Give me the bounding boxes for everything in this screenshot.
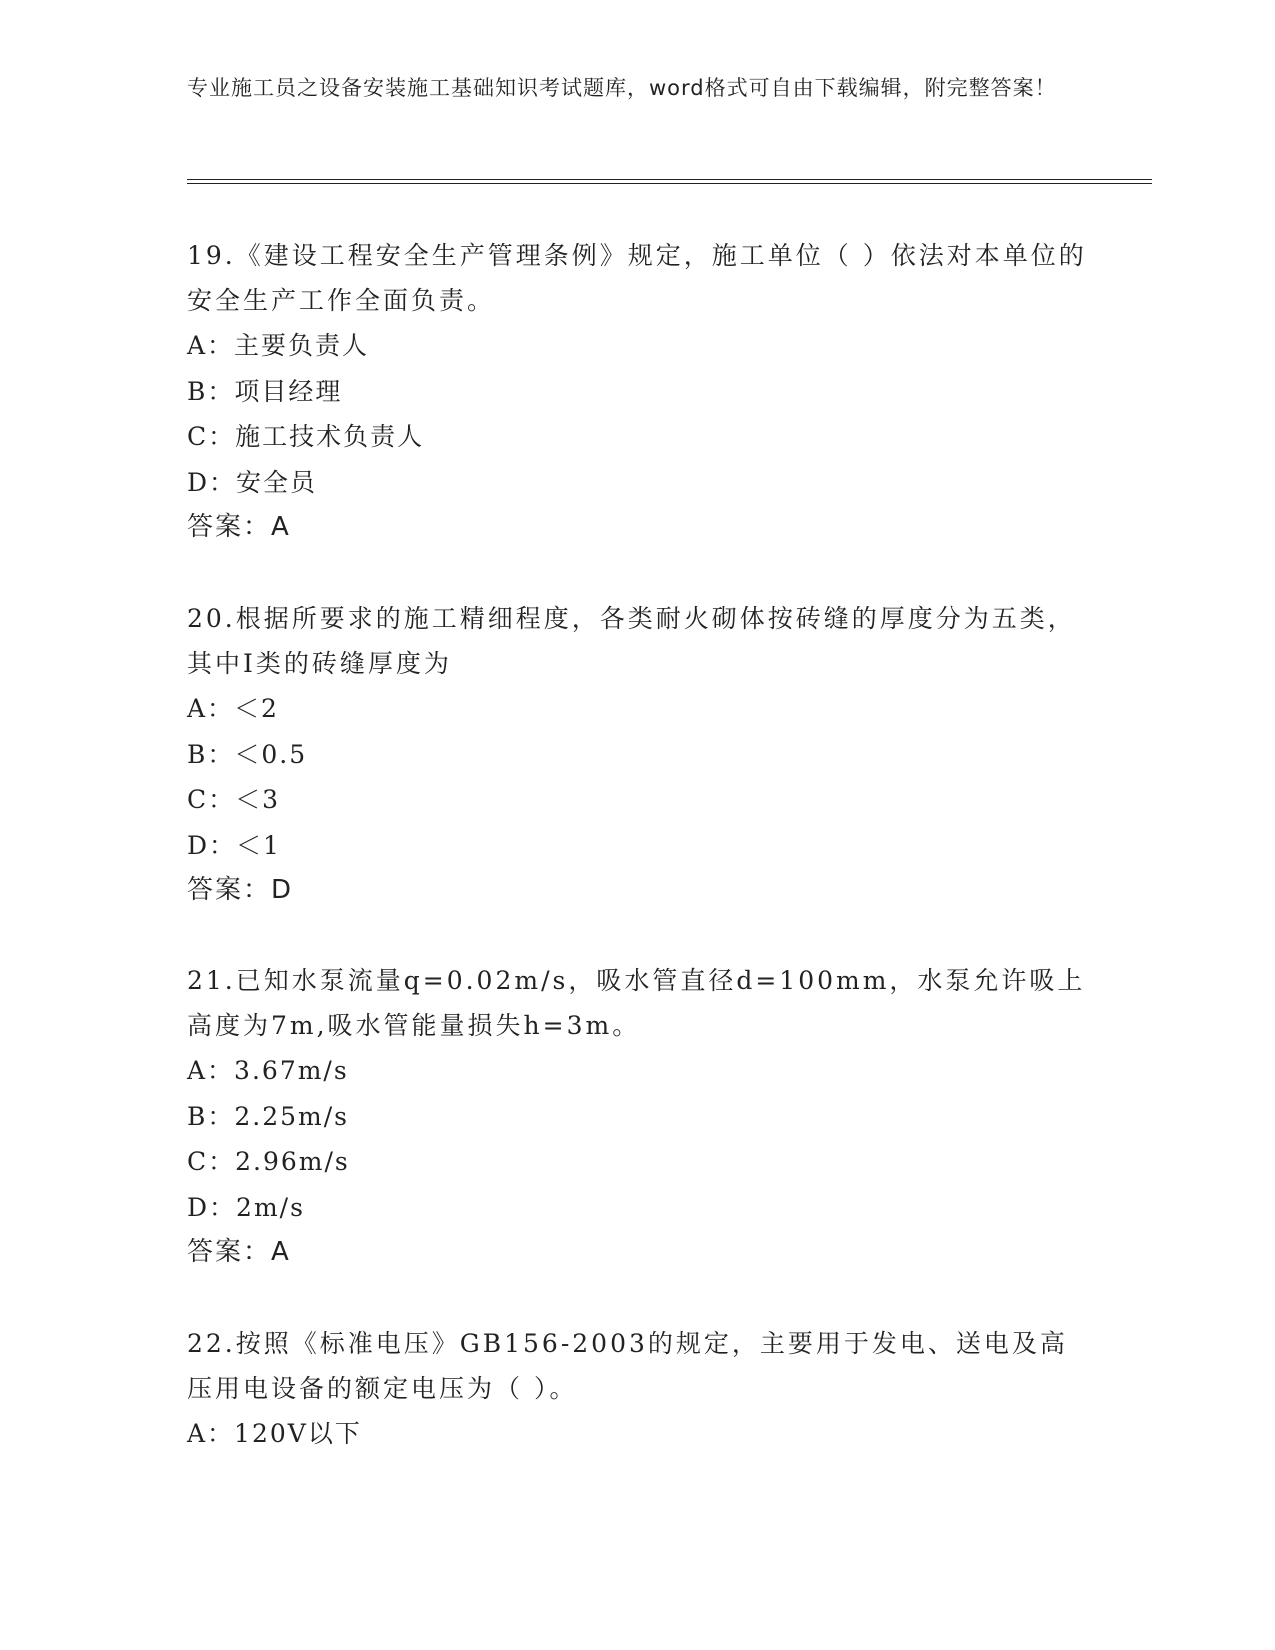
option-c: C：＜3	[187, 785, 281, 814]
header-divider-top	[187, 179, 1152, 180]
question-text: 21.已知水泵流量q=0.02m/s，吸水管直径d=100mm，水泵允许吸上高度为7m,吸水管能量损失h=3m。	[187, 966, 1086, 1040]
option-c: C：施工技术负责人	[187, 422, 425, 451]
question-22	[187, 1321, 1087, 1457]
answer: 答案：A	[187, 1237, 291, 1267]
document-header: 专业施工员之设备安装施工基础知识考试题库，word格式可自由下载编辑，附完整答案！	[187, 76, 1057, 100]
question-20	[187, 596, 1087, 913]
option-d: D：安全员	[187, 467, 318, 497]
question-21	[187, 958, 1087, 1275]
question-text: 22.按照《标准电压》GB156-2003的规定，主要用于发电、送电及高压用电设备的额定电压为（ ）。	[187, 1329, 1068, 1403]
answer: 答案：A	[187, 512, 291, 542]
option-b: B：＜0.5	[187, 739, 308, 769]
answer: 答案：D	[187, 875, 294, 905]
option-a: A：120V以下	[187, 1419, 362, 1448]
option-c: C：2.96m/s	[187, 1147, 350, 1176]
question-text: 20.根据所要求的施工精细程度，各类耐火砌体按砖缝的厚度分为五类，其中Ⅰ类的砖缝厚度为	[187, 604, 1076, 678]
question-19	[187, 233, 1087, 550]
question-text: 19.《建设工程安全生产管理条例》规定，施工单位（ ）依法对本单位的安全生产工作全面负责。	[187, 241, 1087, 315]
option-b: B：2.25m/s	[187, 1101, 349, 1131]
option-a: A：3.67m/s	[187, 1056, 349, 1085]
option-b: B：项目经理	[187, 376, 343, 406]
option-d: D：＜1	[187, 830, 281, 860]
header-divider-bottom	[187, 183, 1152, 184]
option-d: D：2m/s	[187, 1192, 305, 1222]
option-a: A：＜2	[187, 694, 279, 723]
option-a: A：主要负责人	[187, 331, 370, 360]
